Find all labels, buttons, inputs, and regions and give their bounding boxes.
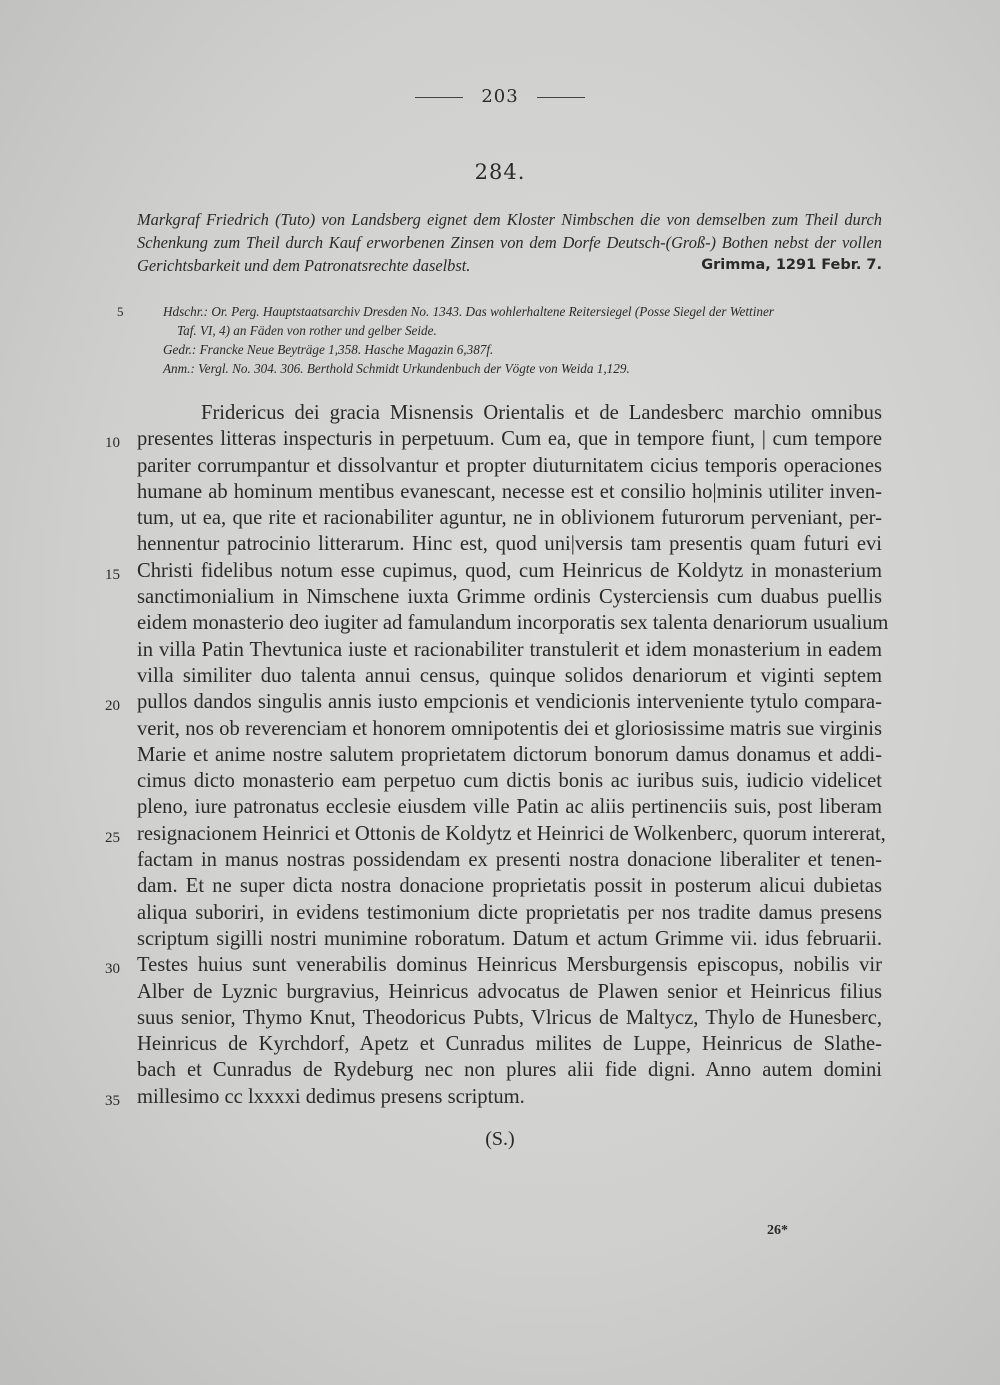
note-hdschr: Hdschr.: Or. Perg. Hauptstaatsarchiv Dresden No. 1343. Das wohlerhaltene Reitersiegel (Posse Siegel der Wettiner [163, 304, 774, 319]
text-line: 30 Testes huius sunt venerabilis dominus Heinricus Mersburgensis episcopus, nobilis vir [137, 952, 882, 978]
line-number-20: 20 [105, 698, 120, 715]
text-line: hennentur patrocinio litterarum. Hinc est, quod uni|versis tam presentis quam futuri evi [137, 533, 882, 556]
text-line: Marie et anime nostre salutem proprietatem dictorum bonorum damus donamus et addi- [137, 743, 882, 766]
signature-mark: 26* [767, 1223, 788, 1238]
text-line: aliqua suboriri, in evidens testimonium dicte proprietatis per nos tradite damus presens [137, 901, 882, 924]
line-number-25: 25 [105, 829, 120, 846]
text-line: 10 presentes litteras inspecturis in perpetuum. Cum ea, que in tempore fiunt, | cum tempore [137, 426, 882, 452]
text-line: cimus dicto monasterio eam perpetuo cum dictis bonis ac iuribus suis, iudicio videlicet [137, 770, 882, 793]
text-line: 25 resignacionem Heinrici et Ottonis de Koldytz et Heinrici de Wolkenberc, quorum intererat, [137, 821, 882, 847]
charter-text [105, 400, 889, 1110]
text-line: humane ab hominum mentibus evanescant, necesse est et consilio ho|minis utiliter inven- [137, 480, 882, 503]
text-line: 20 pullos dandos singulis annis iusto empcionis et vendicionis interveniente tytulo compara- [137, 689, 882, 715]
text-line: bach et Cunradus de Rydeburg nec non plures alii fide digni. Anno autem domini [137, 1059, 882, 1082]
text-line: tum, ut ea, que rite et racionabiliter aguntur, ne in oblivionem futurorum perveniant, per- [137, 507, 882, 530]
text-line: in villa Patin Thevtunica iuste et racionabiliter transtulerit et idem monasterium in eadem [137, 638, 882, 661]
text-line: Heinricus de Kyrchdorf, Apetz et Cunradus milites de Luppe, Heinricus de Slathe- [137, 1033, 882, 1056]
text-line: eidem monasterio deo iugiter ad famulandum incorporatis sex talenta denariorum usualium [137, 612, 889, 635]
summary-place-date: Grimma, 1291 Febr. 7. [701, 257, 882, 273]
page-header [0, 86, 1000, 107]
seal-mark: (S.) [485, 1128, 515, 1150]
note-hdschr-cont: Taf. VI, 4) an Fäden von rother und gelber Seide. [177, 323, 437, 338]
header-rule-left [415, 97, 463, 98]
text-line: scriptum sigilli nostri munimine roboratum. Datum et actum Grimme vii. idus februarii. [137, 927, 882, 950]
regest-summary [137, 208, 882, 277]
text-line: verit, nos ob reverenciam et honorem omnipotentis dei et gloriosissime matris sue virginis [137, 717, 882, 740]
line-number-15: 15 [105, 566, 120, 583]
line-number-5: 5 [117, 304, 124, 319]
line-number-10: 10 [105, 435, 120, 452]
text-line: 15 Christi fidelibus notum esse cupimus, quod, cum Heinricus de Koldytz in monasterium [137, 558, 882, 584]
page-number: 203 [481, 86, 519, 107]
summary-text: Markgraf Friedrich (Tuto) von Landsberg eignet dem Kloster Nimbschen die von demselben zum Theil durch Schenkung zum Theil durch Kauf erworbenen Zinsen von dem Dorfe Deutsch-(Groß-) Bothen nebst der vollen Gerichtsbarkeit und dem Patronatsrechte daselbst. [137, 210, 882, 275]
note-gedr: Gedr.: Francke Neue Beyträge 1,358. Hasche Magazin 6,387f. [163, 342, 494, 357]
text-line: factam in manus nostras possidendam ex presenti nostra donacione liberaliter et tenen- [137, 849, 882, 872]
text-line: villa similiter duo talenta annui census, quinque solidos denariorum et viginti septem [137, 664, 882, 687]
source-notes [163, 302, 883, 378]
line-number-35: 35 [105, 1092, 120, 1109]
text-line: suus senior, Thymo Knut, Theodoricus Pubts, Vlricus de Maltycz, Thylo de Hunesberc, [137, 1006, 882, 1029]
line-number-30: 30 [105, 961, 120, 978]
header-rule-right [537, 97, 585, 98]
text-line: Alber de Lyznic burgravius, Heinricus advocatus de Plawen senior et Heinricus filius [137, 980, 882, 1003]
text-line: Fridericus dei gracia Misnensis Orientalis et de Landesberc marchio omnibus [201, 402, 882, 424]
document-number: 284. [474, 160, 526, 184]
text-line: pleno, iure patronatus ecclesie eiusdem ville Patin ac aliis pertinenciis suis, post liberam [137, 796, 882, 819]
text-line: 35 millesimo cc lxxxxi dedimus presens scriptum. [137, 1084, 882, 1110]
text-line: dam. Et ne super dicta nostra donacione proprietatis possit in posterum alicui dubietas [137, 875, 882, 898]
note-anm: Anm.: Vergl. No. 304. 306. Berthold Schmidt Urkundenbuch der Vögte von Weida 1,129. [163, 361, 630, 376]
text-line: pariter corrumpantur et dissolvantur et propter diuturnitatem cicius temporis operaciones [137, 454, 882, 477]
text-line: sanctimonialium in Nimschene iuxta Grimme ordinis Cysterciensis cum duabus puellis [137, 586, 882, 609]
